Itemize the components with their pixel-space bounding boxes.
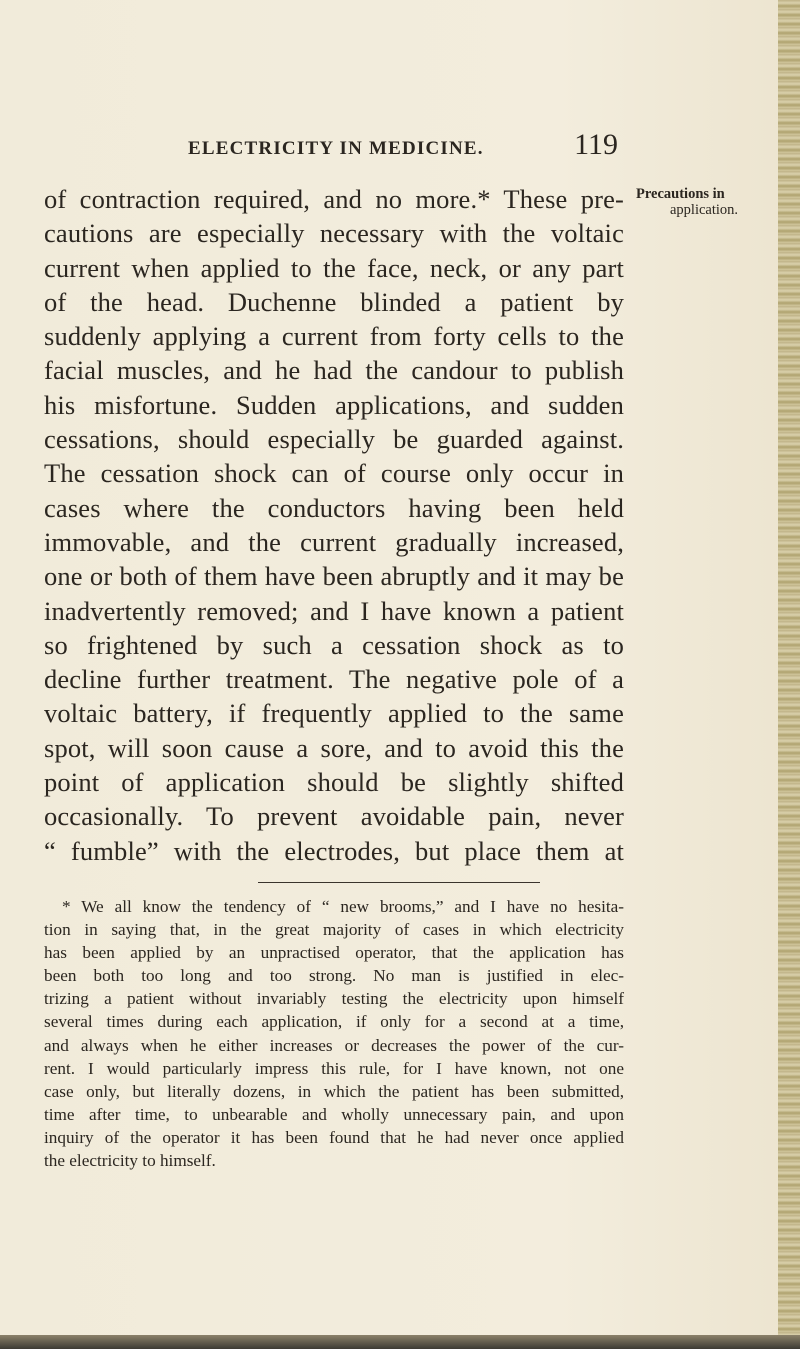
body-text	[44, 182, 624, 868]
footnote	[44, 895, 624, 1172]
body-line: decline further treatment. The negative pole of a	[44, 664, 624, 695]
margin-note-line-1: Precautions in	[636, 186, 725, 202]
body-line: of the head. Duchenne blinded a patient by	[44, 286, 624, 317]
footnote-line: case only, but literally dozens, in which the patient has been submitted,	[44, 1081, 624, 1101]
body-line: suddenly applying a current from forty cells to the	[44, 321, 624, 352]
footnote-line: tion in saying that, in the great majority of cases in which electricity	[44, 920, 624, 940]
footnote-divider	[258, 882, 540, 883]
body-line: inadvertently removed; and I have known a patient	[44, 595, 624, 626]
body-line: point of application should be slightly shifted	[44, 767, 624, 798]
footnote-line: rent. I would particularly impress this rule, for I have known, not one	[44, 1058, 624, 1078]
footnote-line: * We all know the tendency of “ new brooms,” and I have no hesita-	[62, 897, 624, 916]
footnote-line: several times during each application, if only for a second at a time,	[44, 1012, 624, 1032]
footnote-line: inquiry of the operator it has been found that he had never once applied	[44, 1127, 624, 1147]
body-line: cases where the conductors having been held	[44, 492, 624, 523]
body-line: occasionally. To prevent avoidable pain, never	[44, 801, 624, 832]
page-number: 119	[574, 128, 618, 161]
body-line: spot, will soon cause a sore, and to avoid this the	[44, 732, 624, 763]
footnote-line: has been applied by an unpractised operator, that the application has	[44, 943, 624, 963]
footnote-line: and always when he either increases or decreases the power of the cur-	[44, 1035, 624, 1055]
body-line: facial muscles, and he had the candour to publish	[44, 355, 624, 386]
footnote-line: time after time, to unbearable and wholly unnecessary pain, and upon	[44, 1104, 624, 1124]
body-line: one or both of them have been abruptly and it may be	[44, 561, 624, 592]
body-line: cessations, should especially be guarded against.	[44, 424, 624, 455]
margin-note	[636, 186, 796, 218]
body-line: immovable, and the current gradually increased,	[44, 526, 624, 557]
body-line: so frightened by such a cessation shock as to	[44, 629, 624, 660]
body-line: The cessation shock can of course only occur in	[44, 458, 624, 489]
body-line: of contraction required, and no more.* These pre-	[44, 184, 624, 214]
footnote-line: trizing a patient without invariably testing the electricity upon himself	[44, 989, 624, 1009]
footnote-line: the electricity to himself.	[44, 1151, 216, 1171]
margin-note-line-2: application.	[670, 202, 739, 218]
body-line: his misfortune. Sudden applications, and sudden	[44, 389, 624, 420]
page-bottom-edge	[0, 1335, 800, 1349]
body-line: cautions are especially necessary with the voltaic	[44, 218, 624, 249]
body-line: voltaic battery, if frequently applied to the same	[44, 698, 624, 729]
running-head: ELECTRICITY IN MEDICINE.	[188, 138, 484, 159]
body-line: current when applied to the face, neck, or any part	[44, 252, 624, 283]
body-line: “ fumble” with the electrodes, but place them at	[44, 835, 624, 866]
footnote-line: been both too long and too strong. No man is justified in elec-	[44, 966, 624, 986]
page-header	[188, 128, 628, 168]
